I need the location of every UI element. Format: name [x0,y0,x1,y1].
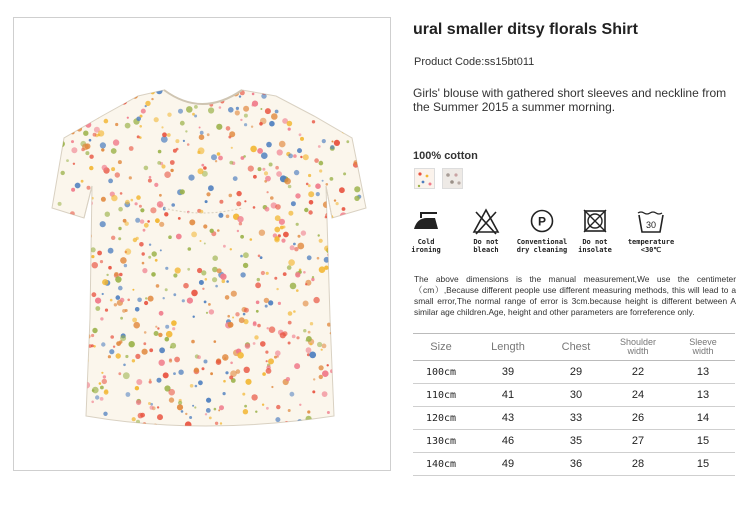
cell-size: 110cm [413,384,469,407]
cell-shoulder: 27 [605,430,671,453]
cell-chest: 35 [547,430,605,453]
table-row [413,384,735,407]
color-swatch-floral[interactable] [414,168,435,189]
cell-shoulder: 24 [605,384,671,407]
care-dry-clean [512,205,572,254]
color-swatch-grey[interactable] [442,168,463,189]
care-iron-label: Cold ironing [411,238,441,254]
measurement-note: The above dimensions is the manual measurement,We use the centimeter（cm）,Because different people use different measuring methods, this will lead to a small error,The normal range of error is 3cm.because height is different between A similar age children.Age, height and other parameters are forreference only. [414,274,736,317]
cell-shoulder: 22 [605,361,671,384]
care-tumble-label: Do not insolate [578,238,612,254]
cell-length: 41 [469,384,547,407]
cell-sleeve: 13 [671,384,735,407]
product-image-frame [13,17,391,471]
cell-sleeve: 14 [671,407,735,430]
table-row [413,361,735,384]
svg-text:P: P [537,214,547,229]
col-sleeve [671,334,735,361]
dry-clean-p-icon [529,208,555,234]
cell-chest: 36 [547,453,605,476]
product-code: Product Code:ss15bt011 [414,56,535,68]
cell-sleeve: 15 [671,430,735,453]
size-table [413,333,735,476]
table-row [413,407,735,430]
care-bleach-label: Do not bleach [473,238,499,254]
cell-length: 49 [469,453,547,476]
cell-chest: 29 [547,361,605,384]
wash-temp-text: 30 [645,220,657,230]
cell-length: 39 [469,361,547,384]
col-length: Length [469,334,547,361]
cell-chest: 30 [547,384,605,407]
cell-size: 140cm [413,453,469,476]
care-iron [406,205,446,254]
table-row [413,430,735,453]
cell-size: 100cm [413,361,469,384]
product-description: Girls' blouse with gathered short sleeves and neckline from the Summer 2015 a summer morning. [413,86,727,114]
col-sleeve-label: Sleeve width [689,337,717,356]
cell-length: 46 [469,430,547,453]
care-tumble [575,205,615,254]
care-bleach [468,205,504,254]
shirt-photo [14,18,390,470]
col-shoulder-label: Shoulder width [619,337,657,356]
product-title: ural smaller ditsy florals Shirt [413,21,638,38]
wash-30-icon [636,208,666,234]
no-bleach-icon [472,207,500,235]
cell-sleeve: 15 [671,453,735,476]
col-chest: Chest [547,334,605,361]
col-shoulder [605,334,671,361]
col-size: Size [413,334,469,361]
cell-sleeve: 13 [671,361,735,384]
care-wash-label: temperature <30℃ [627,238,675,254]
care-wash [622,205,680,254]
iron-icon [411,209,441,233]
cell-shoulder: 28 [605,453,671,476]
size-table-header [413,334,735,361]
material-label: 100% cotton [413,150,478,162]
cell-chest: 33 [547,407,605,430]
cell-shoulder: 26 [605,407,671,430]
no-tumble-dry-icon [582,208,608,234]
table-row [413,453,735,476]
cell-length: 43 [469,407,547,430]
cell-size: 120cm [413,407,469,430]
care-dry-clean-label: Conventional dry cleaning [516,238,568,254]
cell-size: 130cm [413,430,469,453]
